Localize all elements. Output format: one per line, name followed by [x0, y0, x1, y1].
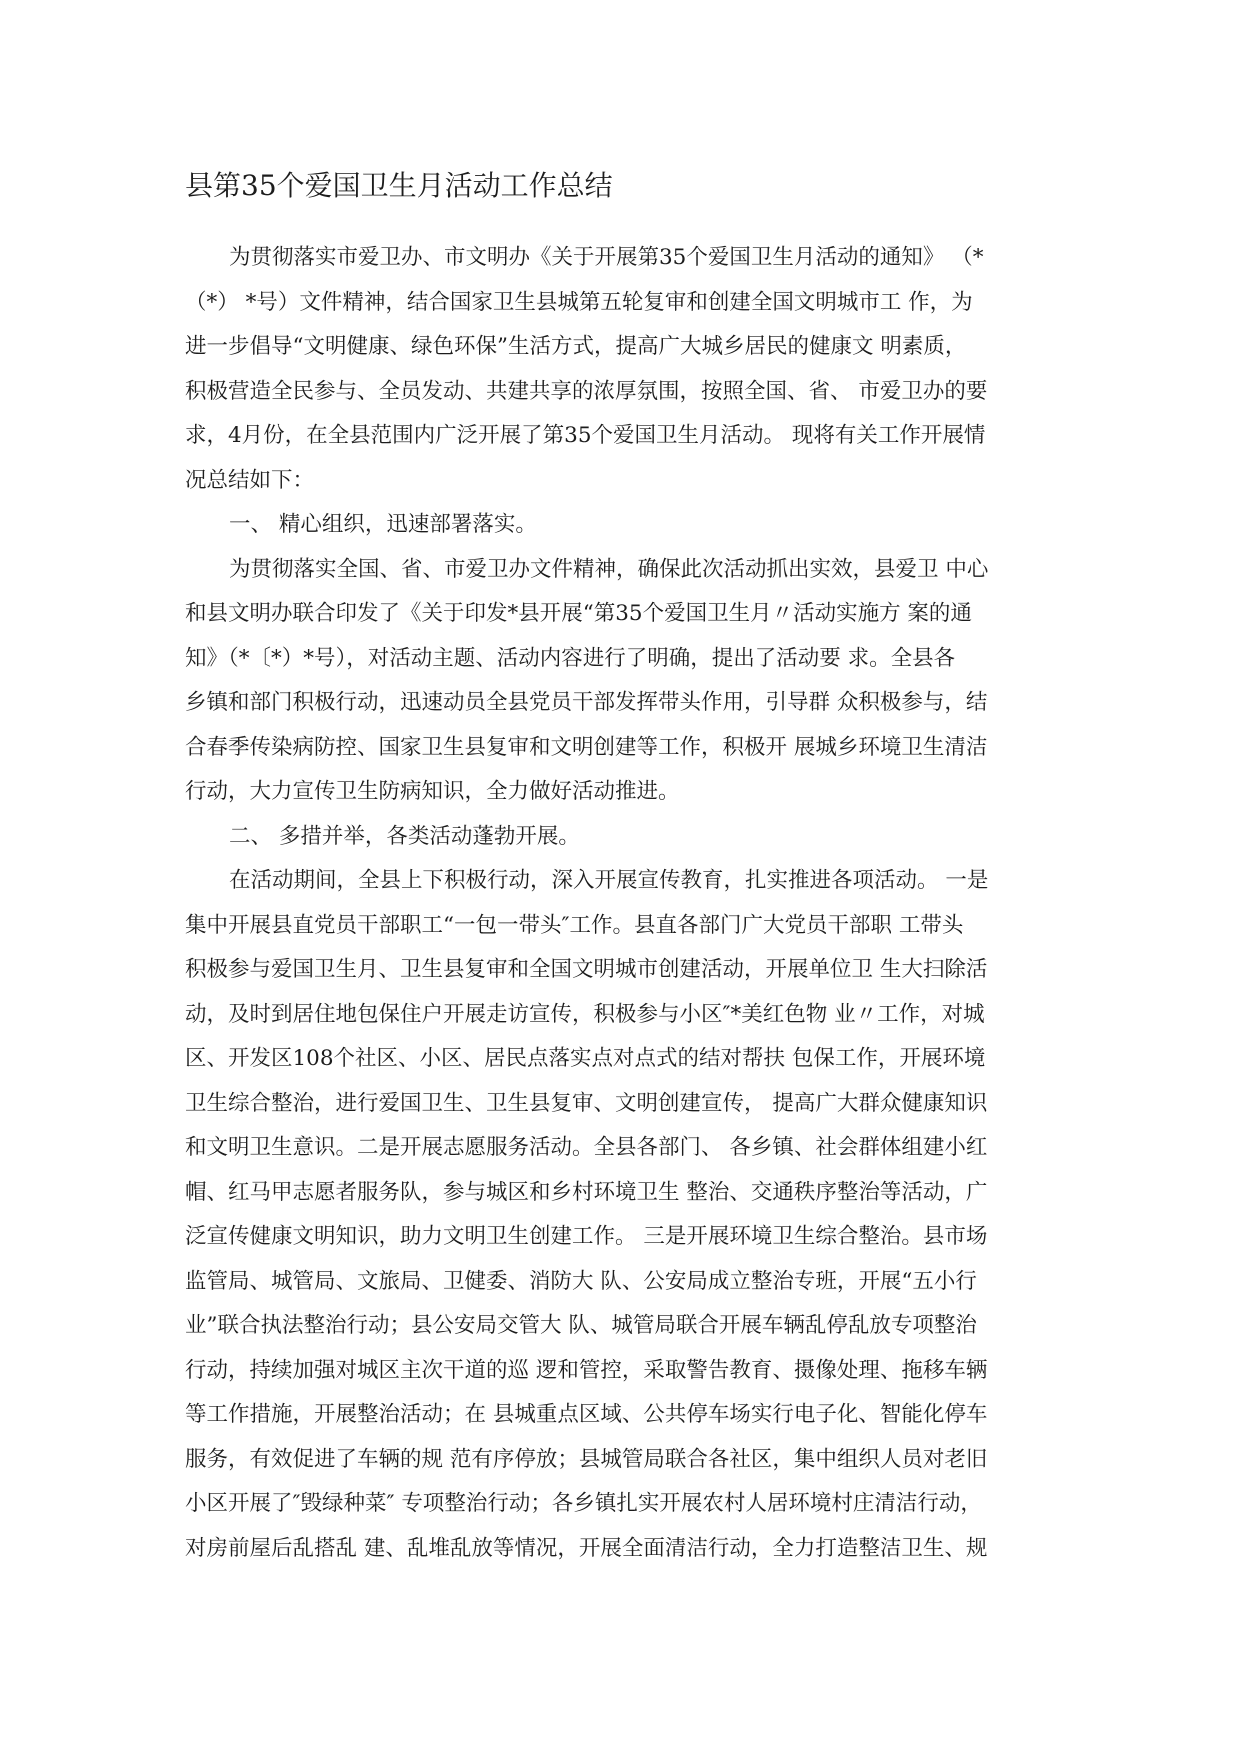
- paragraph-line: 在活动期间，全县上下积极行动，深入开展宣传教育，扎实推进各项活动。 一是: [229, 868, 989, 893]
- paragraph-line: 况总结如下：: [185, 467, 315, 493]
- section-heading: 一、 精心组织，迅速部署落实。: [229, 512, 537, 537]
- paragraph-line: 为贯彻落实市爱卫办、市文明办《关于开展第35个爱国卫生月活动的通知》 （*: [229, 245, 984, 270]
- paragraph-line: 对房前屋后乱搭乱 建、乱堆乱放等情况，开展全面清洁行动，全力打造整洁卫生、规: [185, 1535, 988, 1561]
- paragraph-line: 小区开展了″毁绿种菜″ 专项整治行动；各乡镇扎实开展农村人居环境村庄清洁行动，: [185, 1491, 982, 1516]
- paragraph-line: 行动，持续加强对城区主次干道的巡 逻和管控，采取警告教育、摄像处理、拖移车辆: [185, 1357, 988, 1383]
- paragraph-line: 积极参与爱国卫生月、卫生县复审和全国文明城市创建活动，开展单位卫 生大扫除活: [185, 957, 988, 982]
- paragraph-line: （*） *号）文件精神，结合国家卫生县城第五轮复审和创建全国文明城市工 作，为: [185, 289, 973, 315]
- paragraph-line: 业”联合执法整治行动；县公安局交管大 队、城管局联合开展车辆乱停乱放专项整治: [185, 1313, 977, 1338]
- paragraph-line: 进一步倡导“文明健康、绿色环保”生活方式，提高广大城乡居民的健康文 明素质，: [185, 334, 967, 359]
- paragraph-line: 求，4月份，在全县范围内广泛开展了第35个爱国卫生月活动。 现将有关工作开展情: [185, 423, 986, 448]
- paragraph-line: 和文明卫生意识。二是开展志愿服务活动。全县各部门、 各乡镇、社会群体组建小红: [185, 1135, 988, 1160]
- paragraph-line: 和县文明办联合印发了《关于印发*县开展“第35个爱国卫生月〃活动实施方 案的通: [185, 601, 972, 626]
- document-title: 县第35个爱国卫生月活动工作总结: [185, 169, 613, 202]
- paragraph-line: 行动，大力宣传卫生防病知识，全力做好活动推进。: [185, 779, 680, 804]
- paragraph-line: 服务，有效促进了车辆的规 范有序停放；县城管局联合各社区，集中组织人员对老旧: [185, 1446, 988, 1472]
- paragraph-line: 区、开发区108个社区、小区、居民点落实点对点式的结对帮扶 包保工作，开展环境: [185, 1046, 986, 1071]
- paragraph-line: 泛宣传健康文明知识，助力文明卫生创建工作。 三是开展环境卫生综合整治。县市场: [185, 1224, 988, 1249]
- paragraph-line: 动，及时到居住地包保住户开展走访宣传，积极参与小区″*美红色物 业〃工作，对城: [185, 1001, 985, 1027]
- paragraph-line: 集中开展县直党员干部职工“一包一带头″工作。县直各部门广大党员干部职 工带头: [185, 912, 964, 938]
- paragraph-line: 监管局、城管局、文旅局、卫健委、消防大 队、公安局成立整治专班，开展“五小行: [185, 1268, 977, 1294]
- paragraph-line: 积极营造全民参与、全员发动、共建共享的浓厚氛围，按照全国、省、 市爱卫办的要: [185, 378, 988, 404]
- paragraph-line: 知》（*〔*）*号），对活动主题、活动内容进行了明确，提出了活动要 求。全县各: [185, 645, 956, 671]
- paragraph-line: 合春季传染病防控、国家卫生县复审和文明创建等工作，积极开 展城乡环境卫生清洁: [185, 734, 988, 760]
- section-heading: 二、 多措并举，各类活动蓬勃开展。: [229, 823, 580, 849]
- paragraph-line: 乡镇和部门积极行动，迅速动员全县党员干部发挥带头作用，引导群 众积极参与，结: [185, 690, 988, 715]
- document-body: [185, 236, 1055, 1571]
- paragraph-line: 为贯彻落实全国、省、市爱卫办文件精神，确保此次活动抓出实效，县爱卫 中心: [229, 556, 989, 582]
- paragraph-line: 等工作措施，开展整治活动；在 县城重点区域、公共停车场实行电子化、智能化停车: [185, 1402, 988, 1427]
- paragraph-line: 卫生综合整治，进行爱国卫生、卫生县复审、文明创建宣传， 提高广大群众健康知识: [185, 1090, 988, 1116]
- paragraph-line: 帽、红马甲志愿者服务队，参与城区和乡村环境卫生 整治、交通秩序整治等活动，广: [185, 1179, 988, 1205]
